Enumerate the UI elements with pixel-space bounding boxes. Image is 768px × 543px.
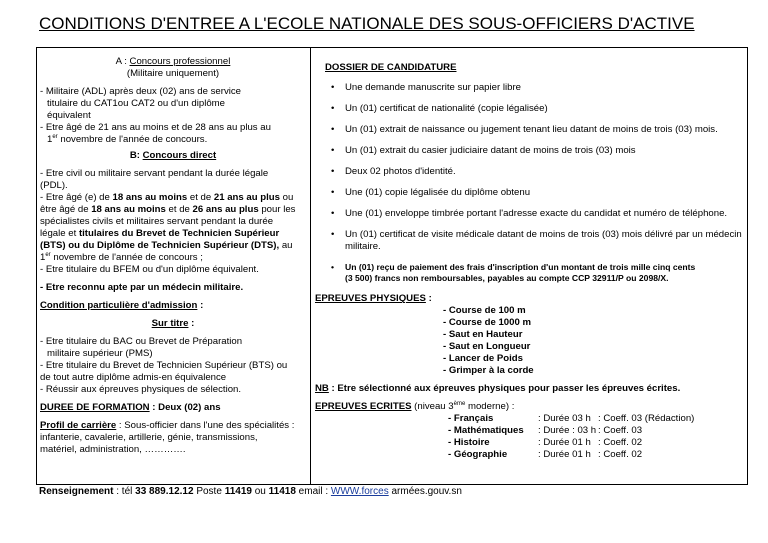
website-link[interactable]: WWW.forces bbox=[330, 486, 389, 497]
coeff-cell: : Coeff. 03 (Rédaction) bbox=[598, 413, 695, 424]
coeff-cell: : Coeff. 02 bbox=[598, 437, 643, 448]
physiques-list bbox=[315, 305, 745, 377]
duree-cell: : Durée 01 h bbox=[538, 449, 591, 460]
list-item: • Deux 02 photos d'identité. bbox=[315, 166, 745, 178]
list-item: • Un (01) certificat de visite médicale datant de moins de trois (03) mois délivré par un médecin militaire. bbox=[315, 229, 745, 253]
right-column bbox=[315, 62, 745, 461]
list-item-frais: • Un (01) reçu de paiement des frais d'inscription d'un montant de trois mille cinq cents (3 500) francs non remboursables, payables au compte CCP 32911/P ou 2098/X. bbox=[315, 262, 745, 284]
section-b-heading: B: Concours direct bbox=[129, 150, 217, 161]
duree-cell: : Durée : 03 h bbox=[538, 425, 597, 436]
phone-number: 33 889.12.12 bbox=[135, 486, 194, 497]
section-b-line: spécialistes civils et militaires servant pendant la durée bbox=[40, 216, 274, 227]
list-item: - Lancer de Poids bbox=[443, 353, 523, 364]
ecrites-heading: EPREUVES ECRITES (niveau 3ème moderne) : bbox=[315, 400, 515, 412]
list-item: • Un (01) extrait de naissance ou jugement tenant lieu datant de moins de trois (03) mois. bbox=[315, 124, 745, 136]
list-item: - Course de 100 m bbox=[443, 305, 526, 316]
sur-titre-line: de tout autre diplôme admis-en équivalence bbox=[40, 372, 227, 383]
list-item: - Course de 1000 m bbox=[443, 317, 531, 328]
profil-carriere-line: infanterie, cavalerie, artillerie, génie, transmissions, bbox=[40, 432, 258, 443]
sur-titre-heading: Sur titre : bbox=[151, 318, 195, 329]
section-b-line: être âgé de 18 ans au moins et de 26 ans au plus pour les bbox=[40, 204, 296, 215]
list-item: • Un (01) certificat de nationalité (copie légalisée) bbox=[315, 103, 745, 115]
section-b-line: - Etre reconnu apte par un médecin militaire. bbox=[40, 282, 244, 293]
section-b-line: - Etre titulaire du BFEM ou d'un diplôme équivalent. bbox=[40, 264, 259, 275]
footer-contact: Renseignement : tél 33 889.12.12 Poste 11419 ou 11418 email : WWW.forces armées.gouv.sn bbox=[39, 486, 462, 497]
conditions-table bbox=[36, 47, 748, 485]
coeff-cell: : Coeff. 03 bbox=[598, 425, 643, 436]
section-a-subtitle: (Militaire uniquement) bbox=[126, 68, 220, 79]
footer-label: Renseignement bbox=[39, 486, 114, 497]
subject-cell: - Géographie bbox=[448, 449, 508, 460]
duree-cell: : Durée 03 h bbox=[538, 413, 591, 424]
section-b-line: (PDL). bbox=[40, 180, 68, 191]
sur-titre-line: - Etre titulaire du Brevet de Technicien Supérieur (BTS) ou bbox=[40, 360, 288, 371]
duree-cell: : Durée 01 h bbox=[538, 437, 591, 448]
list-item: • Un (01) extrait du casier judiciaire datant de moins de trois (03) mois bbox=[315, 145, 745, 157]
coeff-cell: : Coeff. 02 bbox=[598, 449, 643, 460]
list-item: • Une demande manuscrite sur papier libre bbox=[315, 82, 745, 94]
subject-cell: - Mathématiques bbox=[448, 425, 524, 436]
dossier-list bbox=[315, 82, 745, 284]
duree-formation: DUREE DE FORMATION : Deux (02) ans bbox=[40, 402, 221, 413]
section-a-heading: A : Concours professionnel bbox=[115, 56, 231, 67]
page-title: CONDITIONS D'ENTREE A L'ECOLE NATIONALE DES SOUS-OFFICIERS D'ACTIVE bbox=[39, 14, 695, 33]
list-item: • Une (01) enveloppe timbrée portant l'adresse exacte du candidat et numéro de téléphone. bbox=[315, 208, 745, 220]
dossier-heading: DOSSIER DE CANDIDATURE bbox=[325, 62, 457, 73]
subject-cell: - Histoire bbox=[448, 437, 490, 448]
section-a-line: 1er novembre de l'année de concours. bbox=[47, 133, 208, 145]
section-b-title: Concours direct bbox=[142, 150, 217, 161]
physiques-heading: EPREUVES PHYSIQUES : bbox=[315, 293, 432, 304]
condition-heading: Condition particulière d'admission : bbox=[40, 300, 204, 311]
list-item: • Une (01) copie légalisée du diplôme obtenu bbox=[315, 187, 745, 199]
section-a-line: équivalent bbox=[47, 110, 91, 121]
profil-carriere-line: matériel, administration, …………. bbox=[40, 444, 186, 455]
sur-titre-line: - Etre titulaire du BAC ou Brevet de Préparation bbox=[40, 336, 243, 347]
section-a-line: titulaire du CAT1ou CAT2 ou d'un diplôme bbox=[47, 98, 225, 109]
section-b-line: (BTS) ou du Diplôme de Technicien Supérieur (DTS), au bbox=[40, 240, 293, 251]
section-a-title: Concours professionnel bbox=[129, 56, 231, 67]
section-b-line: 1er novembre de l'année de concours ; bbox=[40, 251, 203, 263]
nb-note: NB : Etre sélectionné aux épreuves physiques pour passer les épreuves écrites. bbox=[315, 383, 681, 394]
left-column bbox=[40, 56, 306, 456]
list-item: - Saut en Longueur bbox=[443, 341, 531, 352]
section-a-line: - Militaire (ADL) après deux (02) ans de service bbox=[40, 86, 242, 97]
ecrites-table bbox=[315, 413, 745, 461]
section-b-line: légale et titulaires du Brevet de Technicien Supérieur bbox=[40, 228, 280, 239]
profil-carriere: Profil de carrière : Sous-officier dans l'une des spécialités : bbox=[40, 420, 295, 431]
section-b-line: - Etre âgé (e) de 18 ans au moins et de 21 ans au plus ou bbox=[40, 192, 294, 203]
list-item: - Saut en Hauteur bbox=[443, 329, 523, 340]
subject-cell: - Français bbox=[448, 413, 494, 424]
section-b-line: - Etre civil ou militaire servant pendant la durée légale bbox=[40, 168, 269, 179]
list-item: - Grimper à la corde bbox=[443, 365, 534, 376]
sur-titre-line: - Réussir aux épreuves physiques de sélection. bbox=[40, 384, 242, 395]
section-a-line: - Etre âgé de 21 ans au moins et de 28 ans au plus au bbox=[40, 122, 271, 133]
sur-titre-line: militaire supérieur (PMS) bbox=[47, 348, 153, 359]
column-divider bbox=[310, 48, 311, 484]
